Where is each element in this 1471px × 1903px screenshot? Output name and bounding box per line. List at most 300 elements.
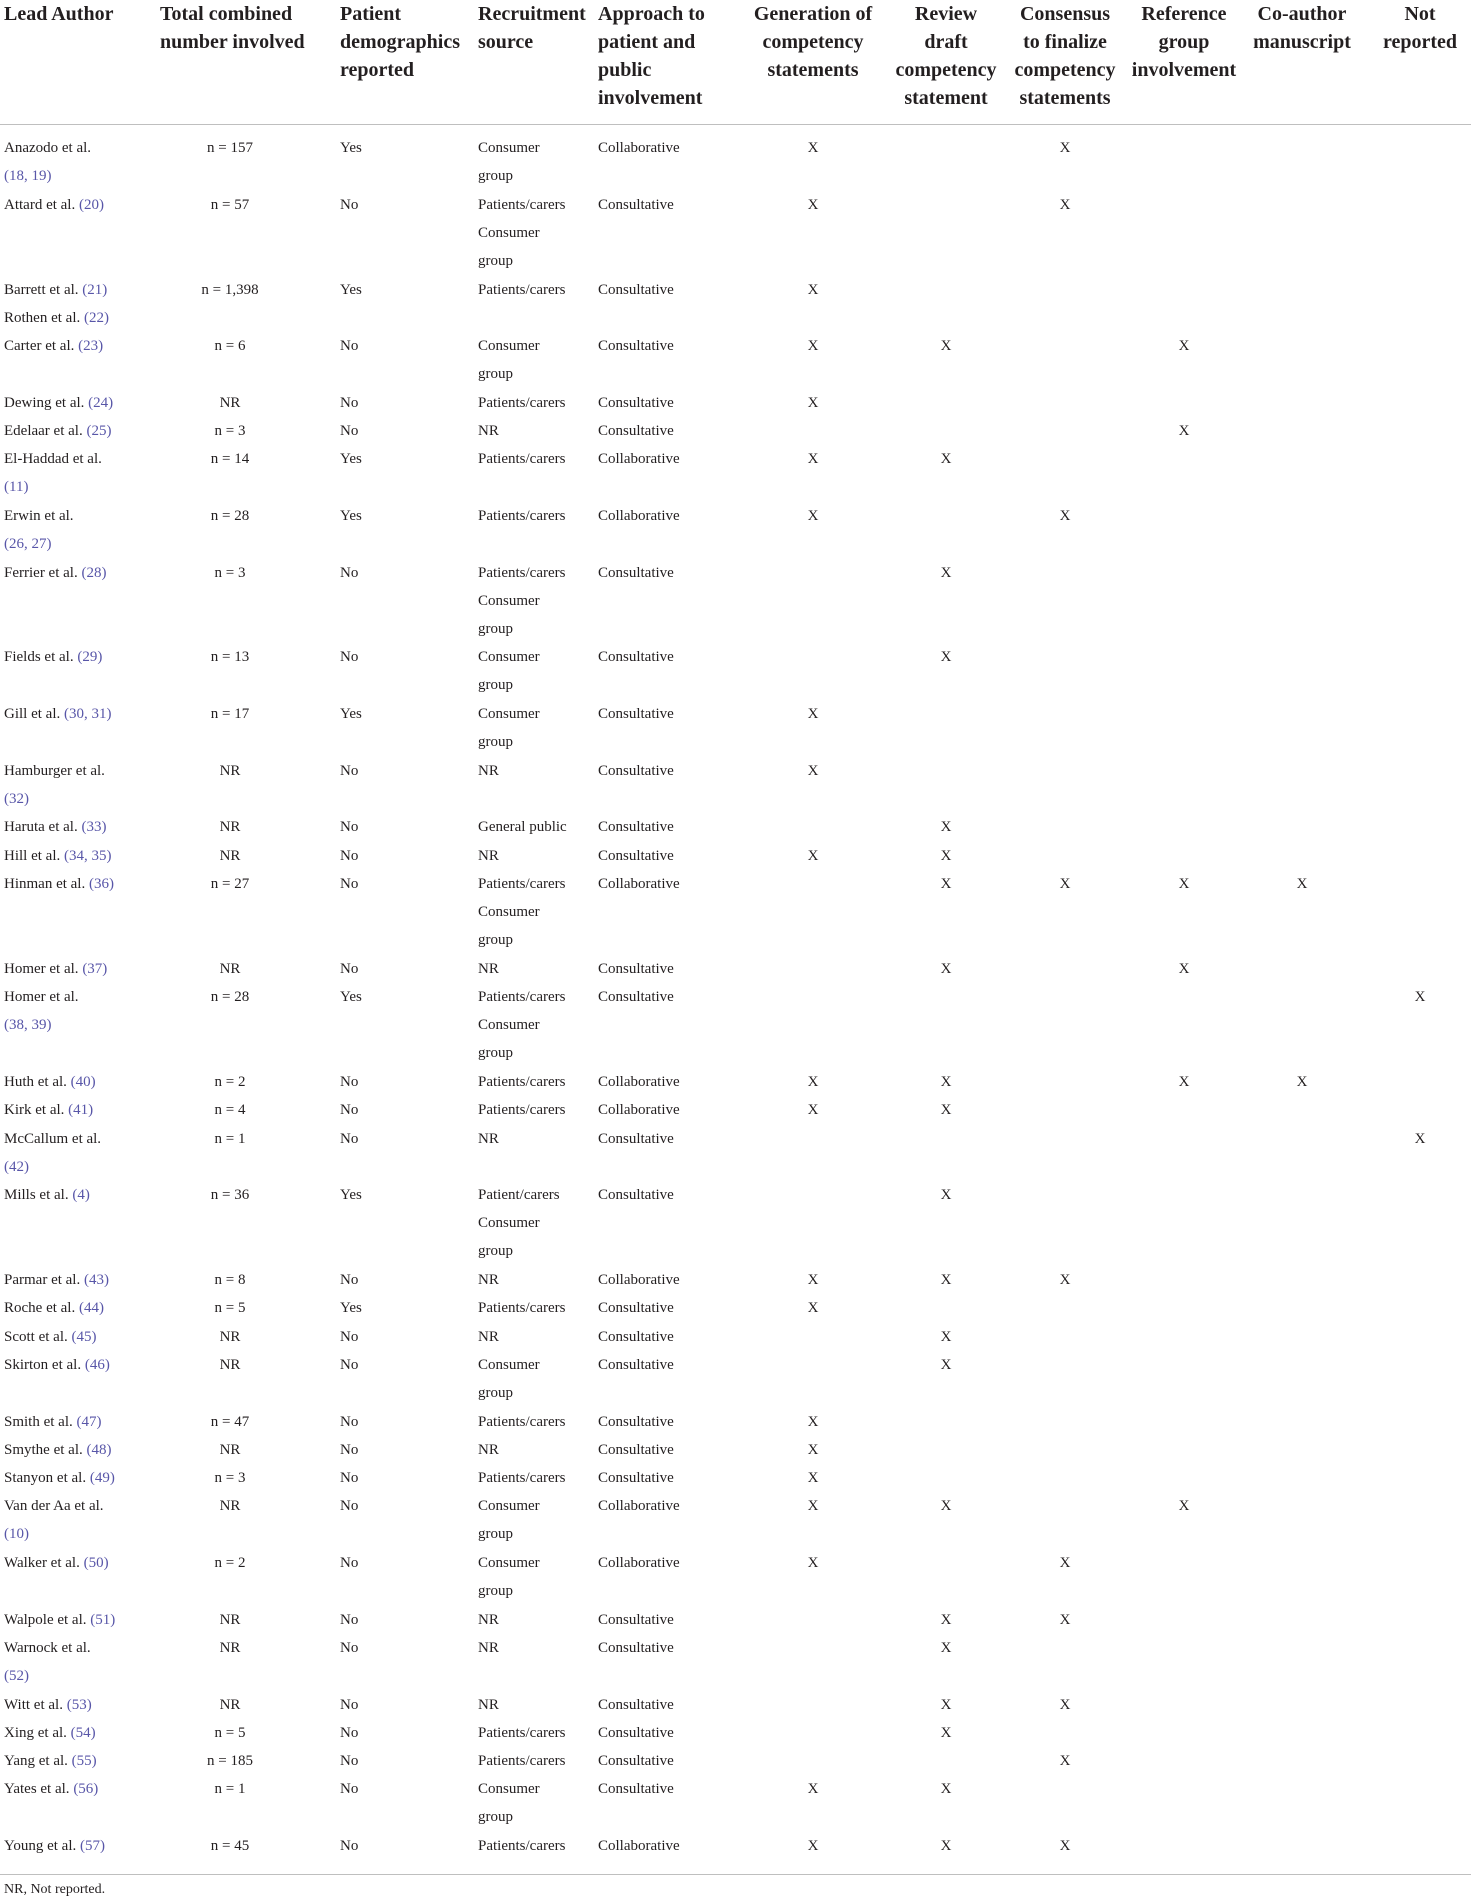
author-name: El-Haddad et al.: [4, 451, 102, 468]
demographics-reported: No: [340, 762, 359, 779]
author-name: Yates et al.: [4, 1781, 74, 1798]
demographics-reported: No: [340, 819, 359, 836]
reference-link[interactable]: (43): [83, 1272, 109, 1288]
source-line: Patients/carers: [478, 281, 566, 298]
author-name: Xing et al.: [4, 1724, 71, 1741]
demographics-reported: No: [340, 196, 359, 213]
source-line: group: [478, 366, 513, 383]
involvement-approach: Consultative: [598, 847, 674, 864]
source-line: Patients/carers: [478, 451, 566, 468]
header-line: involvement: [598, 87, 703, 109]
involvement-approach: Consultative: [598, 1753, 674, 1770]
reference-link[interactable]: (21): [82, 281, 108, 298]
header-cell-9: [1247, 0, 1357, 56]
header-line: Total combined: [160, 3, 293, 25]
header-cell-0: [4, 0, 113, 28]
author-cell: [4, 417, 111, 445]
x-mark: X: [807, 1838, 819, 1854]
source-line: Patients/carers: [478, 196, 566, 213]
author-line: [4, 983, 79, 1011]
header-rule: [0, 124, 1471, 125]
x-mark: X: [807, 1413, 819, 1430]
header-line: involvement: [1131, 59, 1237, 81]
author-line: [4, 813, 106, 841]
author-cell: [4, 1464, 115, 1492]
author-name: Mills et al.: [4, 1187, 73, 1204]
x-mark: X: [1178, 423, 1190, 439]
header-line: competency: [895, 59, 997, 81]
participants-count: n = 1: [214, 1781, 246, 1798]
demographics-reported: No: [340, 1272, 359, 1288]
demographics-reported: No: [340, 1102, 359, 1119]
source-line: Consumer: [478, 140, 540, 156]
source-line: NR: [478, 960, 499, 977]
involvement-approach: Consultative: [598, 819, 674, 836]
author-name: Warnock et al.: [4, 1639, 91, 1656]
reference-link[interactable]: (51): [90, 1611, 116, 1628]
reference-link[interactable]: (56): [73, 1781, 99, 1798]
author-name: Stanyon et al.: [4, 1470, 90, 1487]
reference-link[interactable]: (4): [72, 1187, 90, 1204]
author-line: [4, 1606, 115, 1634]
author-name: McCallum et al.: [4, 1130, 102, 1147]
recruitment-source: [478, 1747, 565, 1775]
x-mark: X: [1059, 1753, 1071, 1770]
source-line: Consumer: [478, 1356, 540, 1373]
author-line: [4, 332, 103, 360]
reference-link[interactable]: (46): [84, 1356, 110, 1373]
author-line: [4, 842, 112, 870]
source-line: Consumer: [478, 1498, 540, 1515]
author-line: [4, 955, 107, 983]
source-line: group: [478, 1045, 513, 1061]
x-mark: X: [1296, 875, 1308, 892]
x-mark: X: [1178, 1498, 1190, 1515]
author-cell: [4, 1408, 102, 1436]
reference-link[interactable]: (22): [83, 309, 109, 326]
author-line: [4, 1436, 112, 1464]
involvement-approach: Consultative: [598, 1328, 674, 1345]
recruitment-source: [478, 134, 540, 190]
author-name: Gill et al.: [4, 706, 64, 722]
reference-link[interactable]: (26, 27): [4, 535, 52, 552]
involvement-approach: Consultative: [598, 706, 674, 722]
source-line: Patients/carers: [478, 1470, 566, 1487]
header-line: statements: [767, 59, 859, 81]
author-line: [4, 1464, 115, 1492]
author-line: [4, 1775, 98, 1803]
author-cell: [4, 1634, 91, 1690]
author-name: Attard et al.: [4, 196, 79, 213]
x-mark: X: [940, 847, 952, 864]
demographics-reported: Yes: [340, 507, 362, 524]
participants-count: NR: [219, 1611, 241, 1628]
demographics-reported: Yes: [340, 1300, 362, 1317]
involvement-approach: Consultative: [598, 564, 674, 581]
reference-link[interactable]: (50): [83, 1555, 109, 1571]
x-mark: X: [940, 1187, 952, 1204]
author-cell: [4, 1492, 104, 1548]
source-line: NR: [478, 1611, 499, 1628]
author-name: Scott et al.: [4, 1328, 72, 1345]
reference-link[interactable]: (34, 35): [64, 847, 112, 864]
author-line: [4, 389, 113, 417]
author-line: [4, 417, 111, 445]
reference-link[interactable]: (38, 39): [4, 1017, 52, 1033]
involvement-approach: Collaborative: [598, 451, 680, 468]
reference-link[interactable]: (40): [70, 1073, 96, 1090]
source-line: Patients/carers: [478, 1102, 566, 1119]
x-mark: X: [807, 1781, 819, 1798]
x-mark: X: [940, 1781, 952, 1798]
demographics-reported: No: [340, 875, 359, 892]
recruitment-source: [478, 1436, 499, 1464]
involvement-approach: Collaborative: [598, 875, 680, 892]
x-mark: X: [807, 706, 819, 722]
author-line: [4, 785, 105, 813]
reference-link[interactable]: (33): [81, 819, 107, 836]
demographics-reported: No: [340, 1130, 359, 1147]
author-line: [4, 1153, 101, 1181]
participants-count: NR: [219, 1696, 241, 1713]
recruitment-source: [478, 1181, 560, 1265]
x-mark: X: [940, 1272, 952, 1288]
participants-count: n = 2: [214, 1555, 246, 1571]
reference-link[interactable]: (55): [71, 1753, 97, 1770]
x-mark: X: [807, 196, 819, 213]
x-mark: X: [1414, 1130, 1426, 1147]
recruitment-source: [478, 1266, 499, 1294]
reference-link[interactable]: (49): [89, 1470, 115, 1487]
x-mark: X: [1059, 507, 1071, 524]
recruitment-source: [478, 955, 499, 983]
participants-count: n = 3: [214, 564, 246, 581]
author-cell: [4, 332, 103, 360]
x-mark: X: [807, 281, 819, 298]
x-mark: X: [1296, 1073, 1308, 1090]
author-cell: [4, 1549, 109, 1577]
source-line: Patients/carers: [478, 1724, 566, 1741]
involvement-approach: Consultative: [598, 1696, 674, 1713]
author-cell: [4, 276, 109, 332]
source-line: NR: [478, 1272, 499, 1288]
demographics-reported: No: [340, 1441, 359, 1458]
source-line: Consumer: [478, 224, 540, 241]
author-name: Hamburger et al.: [4, 762, 105, 779]
reference-link[interactable]: (44): [78, 1300, 104, 1317]
author-name: Walker et al.: [4, 1555, 84, 1571]
x-mark: X: [807, 1073, 819, 1090]
header-line: patient and: [598, 31, 696, 53]
author-cell: [4, 1068, 96, 1096]
x-mark: X: [940, 875, 952, 892]
x-mark: X: [807, 394, 819, 411]
source-line: Patients/carers: [478, 1753, 566, 1770]
author-cell: [4, 1096, 93, 1124]
source-line: Patients/carers: [478, 989, 566, 1005]
involvement-approach: Collaborative: [598, 1272, 680, 1288]
x-mark: X: [807, 1555, 819, 1571]
recruitment-source: [478, 1549, 540, 1605]
author-cell: [4, 191, 104, 219]
author-name: Erwin et al.: [4, 507, 74, 524]
author-line: [4, 276, 109, 304]
reference-link[interactable]: (37): [82, 960, 108, 977]
author-cell: [4, 1181, 90, 1209]
reference-link[interactable]: (41): [68, 1102, 94, 1119]
author-cell: [4, 1294, 104, 1322]
source-line: Consumer: [478, 1017, 540, 1033]
participants-count: NR: [219, 1639, 241, 1656]
author-line: [4, 1266, 109, 1294]
source-line: group: [478, 1526, 513, 1543]
author-cell: [4, 1606, 115, 1634]
author-line: [4, 1520, 104, 1548]
x-mark: X: [1059, 140, 1071, 156]
reference-link[interactable]: (24): [88, 394, 114, 411]
reference-link[interactable]: (20): [78, 196, 104, 213]
recruitment-source: [478, 870, 565, 954]
source-line: Patients/carers: [478, 1073, 566, 1090]
reference-link[interactable]: (29): [77, 649, 103, 666]
source-line: group: [478, 1809, 513, 1826]
reference-link[interactable]: (54): [70, 1724, 96, 1741]
x-mark: X: [940, 1724, 952, 1741]
participants-count: n = 8: [214, 1272, 246, 1288]
author-line: [4, 1323, 97, 1351]
x-mark: X: [807, 1498, 819, 1515]
recruitment-source: [478, 1492, 540, 1548]
involvement-approach: Consultative: [598, 1611, 674, 1628]
header-line: public: [598, 59, 652, 81]
author-name: Roche et al.: [4, 1300, 79, 1317]
x-mark: X: [940, 1838, 952, 1854]
participants-count: NR: [219, 1498, 241, 1515]
author-cell: [4, 955, 107, 983]
author-name: Parmar et al.: [4, 1272, 84, 1288]
recruitment-source: [478, 502, 565, 530]
involvement-approach: Consultative: [598, 1187, 674, 1204]
source-line: NR: [478, 1328, 499, 1345]
reference-link[interactable]: (45): [71, 1328, 97, 1345]
demographics-reported: Yes: [340, 989, 362, 1005]
x-mark: X: [1059, 1272, 1071, 1288]
recruitment-source: [478, 700, 540, 756]
header-line: Lead Author: [4, 3, 114, 25]
header-line: manuscript: [1253, 31, 1351, 53]
author-name: Ferrier et al.: [4, 564, 82, 581]
participants-count: NR: [219, 1328, 241, 1345]
participants-count: n = 6: [214, 338, 246, 355]
reference-link[interactable]: (53): [66, 1696, 92, 1713]
recruitment-source: [478, 842, 499, 870]
participants-count: n = 27: [210, 875, 250, 892]
source-line: group: [478, 620, 513, 637]
demographics-reported: No: [340, 1753, 359, 1770]
x-mark: X: [940, 564, 952, 581]
recruitment-source: [478, 643, 540, 699]
x-mark: X: [940, 1073, 952, 1090]
source-line: NR: [478, 1441, 499, 1458]
author-cell: [4, 389, 113, 417]
x-mark: X: [940, 1696, 952, 1713]
participants-count: n = 17: [210, 706, 250, 722]
x-mark: X: [1059, 1611, 1071, 1628]
recruitment-source: [478, 1691, 499, 1719]
author-line: [4, 1125, 101, 1153]
x-mark: X: [807, 140, 819, 156]
reference-link[interactable]: (11): [4, 479, 29, 496]
x-mark: X: [1059, 1555, 1071, 1571]
author-name: Van der Aa et al.: [4, 1498, 104, 1515]
source-line: Consumer: [478, 592, 540, 609]
involvement-approach: Consultative: [598, 1639, 674, 1656]
author-line: [4, 502, 74, 530]
author-line: [4, 191, 104, 219]
demographics-reported: No: [340, 1639, 359, 1656]
demographics-reported: Yes: [340, 1187, 362, 1204]
reference-link[interactable]: (47): [76, 1413, 102, 1430]
reference-link[interactable]: (32): [4, 790, 29, 807]
participants-count: n = 13: [210, 649, 250, 666]
author-cell: [4, 1691, 92, 1719]
source-line: group: [478, 1384, 513, 1401]
involvement-approach: Consultative: [598, 1413, 674, 1430]
demographics-reported: No: [340, 1073, 359, 1090]
source-line: Consumer: [478, 706, 540, 722]
x-mark: X: [940, 1328, 952, 1345]
reference-link[interactable]: (10): [4, 1526, 29, 1543]
participants-count: n = 157: [207, 140, 253, 156]
reference-link[interactable]: (23): [78, 338, 104, 355]
x-mark: X: [940, 1639, 952, 1656]
source-line: Patients/carers: [478, 1300, 566, 1317]
x-mark: X: [940, 819, 952, 836]
x-mark: X: [940, 1498, 952, 1515]
demographics-reported: No: [340, 847, 359, 864]
involvement-approach: Consultative: [598, 1300, 674, 1317]
involvement-approach: Consultative: [598, 1130, 674, 1147]
author-name: Fields et al.: [4, 649, 78, 666]
author-cell: [4, 1323, 97, 1351]
involvement-approach: Consultative: [598, 762, 674, 779]
author-name: Anazodo et al.: [4, 140, 92, 156]
author-name: Edelaar et al.: [4, 423, 87, 439]
author-cell: [4, 1436, 112, 1464]
author-name: Rothen et al.: [4, 309, 84, 326]
header-line: Recruitment: [478, 3, 586, 25]
author-name: Haruta et al.: [4, 819, 82, 836]
author-line: [4, 162, 91, 190]
header-cell-3: [478, 0, 586, 56]
participants-count: NR: [219, 1356, 241, 1373]
header-cell-1: [160, 0, 305, 56]
author-line: [4, 1832, 105, 1860]
x-mark: X: [807, 507, 819, 524]
author-line: [4, 445, 102, 473]
author-line: [4, 304, 109, 332]
participants-count: NR: [219, 762, 241, 779]
reference-link[interactable]: (48): [86, 1441, 112, 1458]
author-cell: [4, 813, 106, 841]
author-line: [4, 134, 91, 162]
reference-link[interactable]: (52): [4, 1667, 29, 1684]
x-mark: X: [807, 847, 819, 864]
author-cell: [4, 445, 102, 501]
reference-link[interactable]: (18, 19): [4, 168, 52, 184]
author-cell: [4, 1125, 101, 1181]
involvement-approach: Consultative: [598, 989, 674, 1005]
demographics-reported: No: [340, 423, 359, 439]
header-line: source: [478, 31, 534, 53]
x-mark: X: [940, 451, 952, 468]
involvement-approach: Collaborative: [598, 1555, 680, 1571]
author-name: Huth et al.: [4, 1073, 71, 1090]
involvement-approach: Consultative: [598, 196, 674, 213]
author-cell: [4, 870, 114, 898]
demographics-reported: Yes: [340, 140, 362, 156]
involvement-approach: Consultative: [598, 338, 674, 355]
reference-link[interactable]: (57): [79, 1838, 105, 1854]
source-line: Patients/carers: [478, 1413, 566, 1430]
participants-count: n = 185: [207, 1753, 253, 1770]
participants-count: n = 28: [210, 507, 250, 524]
demographics-reported: Yes: [340, 451, 362, 468]
reference-link[interactable]: (28): [81, 564, 107, 581]
author-line: [4, 1492, 104, 1520]
author-name: Yang et al.: [4, 1753, 72, 1770]
source-line: Consumer: [478, 338, 540, 355]
author-line: [4, 1011, 79, 1039]
header-cell-2: [340, 0, 460, 84]
author-line: [4, 1662, 91, 1690]
author-line: [4, 1351, 110, 1379]
demographics-reported: No: [340, 1555, 359, 1571]
author-name: Dewing et al.: [4, 394, 89, 411]
header-line: number involved: [160, 31, 305, 53]
recruitment-source: [478, 813, 567, 841]
reference-link[interactable]: (25): [86, 423, 112, 439]
source-line: Patients/carers: [478, 875, 566, 892]
source-line: Consumer: [478, 1555, 540, 1571]
author-line: [4, 473, 102, 501]
header-cell-10: [1375, 0, 1465, 56]
x-mark: X: [940, 1102, 952, 1119]
x-mark: X: [807, 451, 819, 468]
recruitment-source: [478, 1775, 540, 1831]
bottom-rule: [0, 1874, 1471, 1875]
reference-link[interactable]: (42): [4, 1158, 29, 1175]
involvement-approach: Collaborative: [598, 1073, 680, 1090]
demographics-reported: No: [340, 1328, 359, 1345]
reference-link[interactable]: (36): [88, 875, 114, 892]
author-line: [4, 1408, 102, 1436]
demographics-reported: Yes: [340, 281, 362, 298]
header-line: reported: [340, 59, 415, 81]
source-line: group: [478, 677, 513, 694]
participants-count: NR: [219, 394, 241, 411]
source-line: Consumer: [478, 649, 540, 666]
reference-link[interactable]: (30, 31): [64, 706, 112, 722]
recruitment-source: [478, 332, 540, 388]
author-cell: [4, 983, 79, 1039]
author-line: [4, 1068, 96, 1096]
author-line: [4, 1691, 92, 1719]
recruitment-source: [478, 757, 499, 785]
author-cell: [4, 1747, 97, 1775]
x-mark: X: [1414, 989, 1426, 1005]
involvement-approach: Consultative: [598, 1724, 674, 1741]
